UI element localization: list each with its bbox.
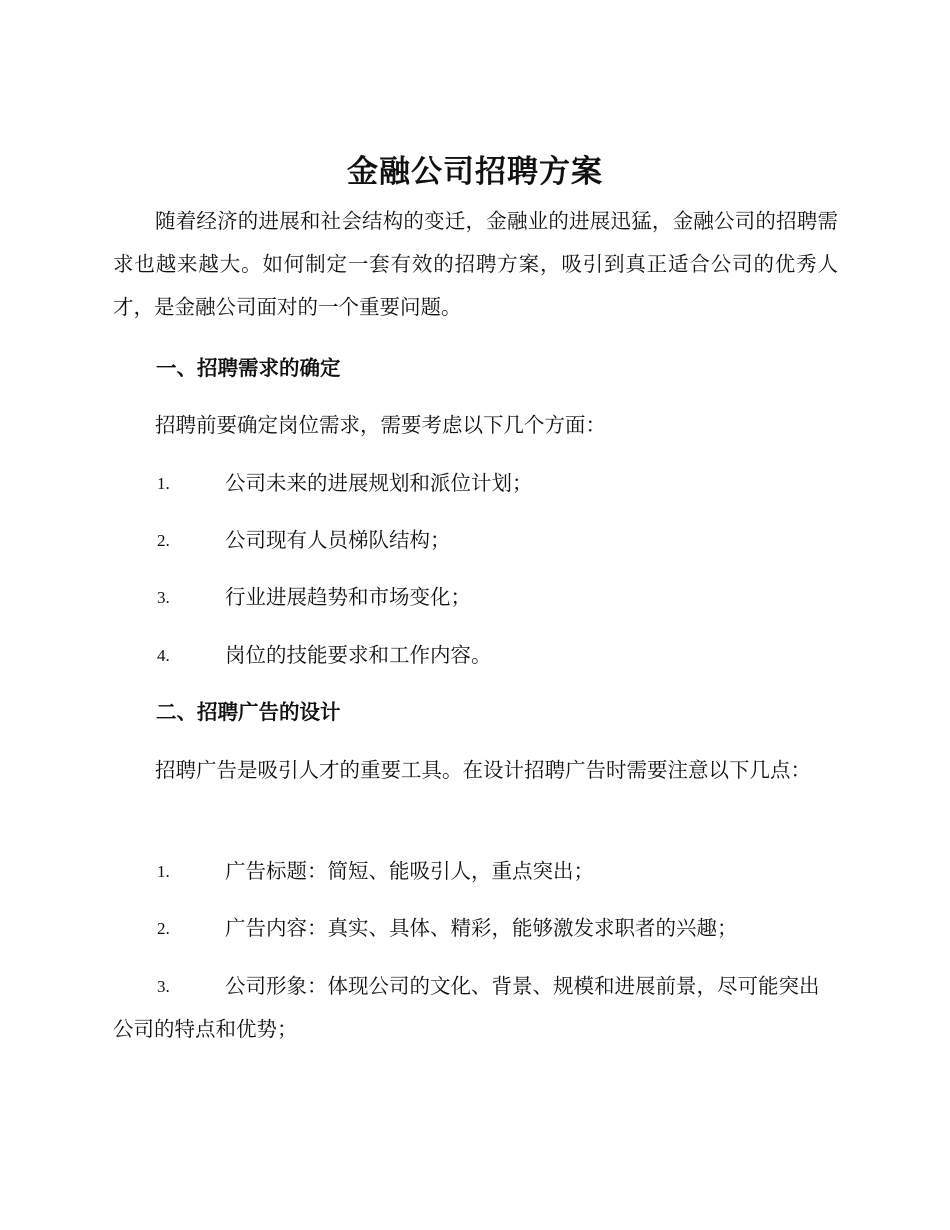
list-item: [113, 634, 838, 677]
list-item: [113, 965, 838, 1051]
list-item-text: 广告标题：简短、能吸引人，重点突出；: [225, 859, 594, 883]
list-item-number: 4.: [157, 646, 170, 665]
list-item-number: 3.: [157, 588, 170, 607]
list-item-number: 2.: [157, 919, 170, 938]
list-item-text: 行业进展趋势和市场变化；: [225, 585, 471, 609]
list-item-number: 2.: [157, 531, 170, 550]
section-lead-requirements: 招聘前要确定岗位需求，需要考虑以下几个方面：: [155, 413, 606, 437]
list-item-number: 3.: [157, 977, 170, 996]
section-lead-advertisement: 招聘广告是吸引人才的重要工具。在设计招聘广告时需要注意以下几点：: [155, 758, 811, 782]
document-title: 金融公司招聘方案: [347, 154, 603, 190]
list-item: [113, 850, 838, 893]
list-item-text: 公司形象：体现公司的文化、背景、规模和进展前景，尽可能突出公司的特点和优势；: [113, 974, 820, 1041]
section-heading-requirements: 一、招聘需求的确定: [156, 356, 341, 380]
list-item: [113, 576, 838, 619]
list-item-number: 1.: [157, 862, 170, 881]
intro-paragraph: 随着经济的进展和社会结构的变迁，金融业的进展迅猛，金融公司的招聘需求也越来越大。如何制定一套有效的招聘方案，吸引到真正适合公司的优秀人才，是金融公司面对的一个重要问题。: [113, 209, 838, 319]
list-item: [113, 462, 838, 505]
list-item: [113, 519, 838, 562]
list-item-text: 公司现有人员梯队结构；: [225, 528, 451, 552]
list-item-text: 岗位的技能要求和工作内容。: [225, 643, 492, 667]
list-item: [113, 907, 838, 950]
list-item-number: 1.: [157, 474, 170, 493]
list-item-text: 公司未来的进展规划和派位计划；: [225, 471, 533, 495]
list-item-text: 广告内容：真实、具体、精彩，能够激发求职者的兴趣；: [225, 916, 738, 940]
section-heading-advertisement: 二、招聘广告的设计: [156, 700, 341, 724]
